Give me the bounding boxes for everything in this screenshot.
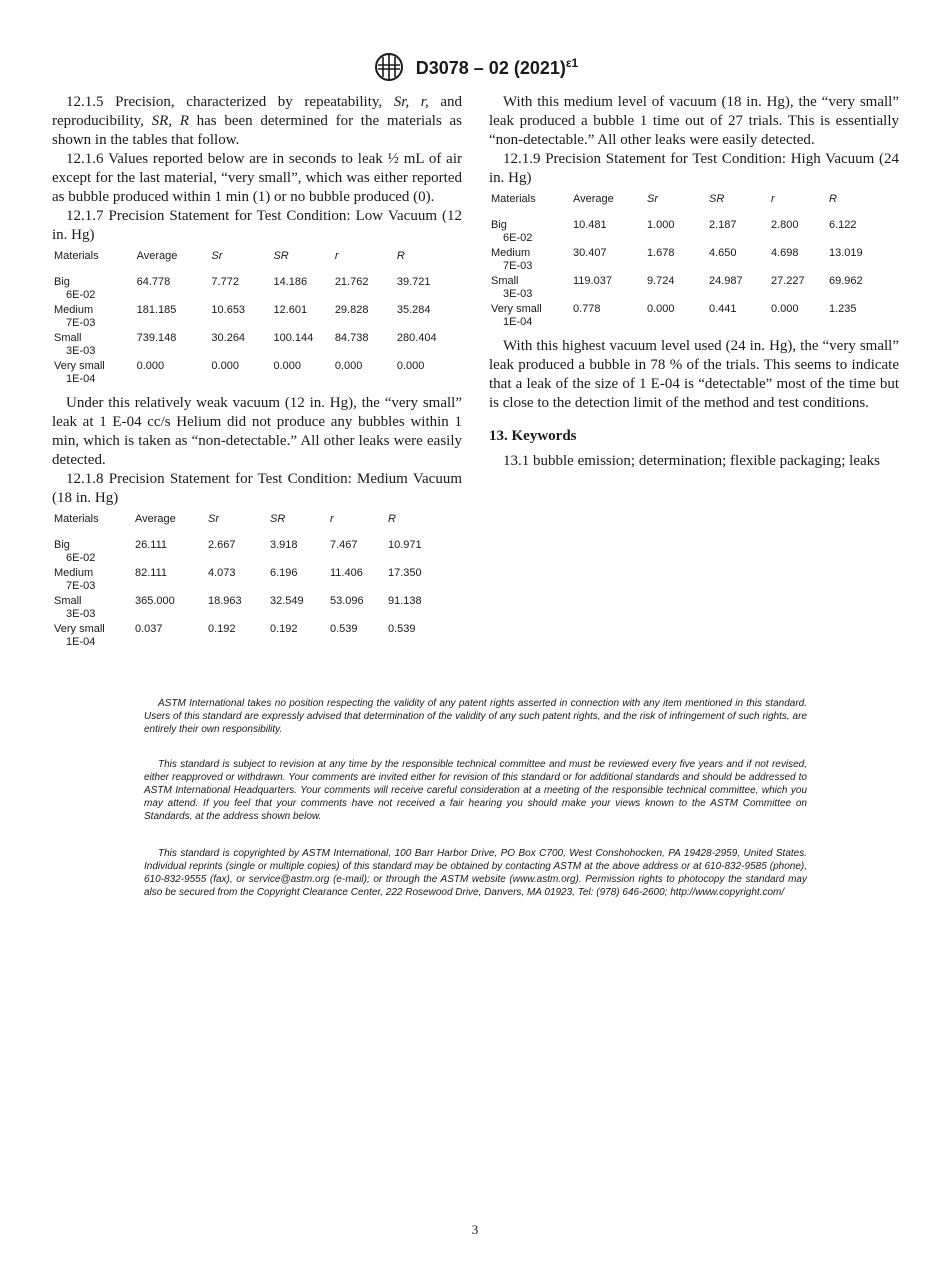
value-cell: 0.000 — [396, 360, 425, 372]
value-cell: 0.192 — [270, 623, 298, 635]
value-cell: 181.185 — [136, 304, 177, 316]
value-cell: 26.111 — [135, 539, 168, 551]
value-cell: 0.037 — [135, 623, 163, 635]
paragraph-12-1-9: 12.1.9 Precision Statement for Test Condition: High Vacuum (24 in. Hg) — [489, 151, 899, 186]
value-cell: 11.406 — [330, 567, 363, 579]
table-row — [489, 303, 885, 331]
paragraph-13-1: 13.1 bubble emission; determination; flexible packaging; leaks — [503, 453, 880, 469]
value-cell: 0.000 — [647, 303, 675, 315]
value-cell: 739.148 — [136, 332, 177, 344]
value-cell: 53.096 — [330, 595, 364, 607]
column-header: Average — [573, 193, 614, 205]
low-vacuum-table — [52, 250, 462, 388]
table-header-row — [52, 250, 462, 276]
value-cell: 64.778 — [136, 276, 171, 288]
column-header: Sr — [208, 513, 219, 525]
column-header: r — [330, 513, 334, 525]
copyright-notice-text: This standard is copyrighted by ASTM International, 100 Barr Harbor Drive, PO Box C700, West Conshohocken, PA 19428-2959, United States. Individual reprints (single or multiple copies) of this standard may be obtained by contacting ASTM at the above address or at 610-832-9585 (phone), 610-832-9555 (fax), or service@astm.org (e-mail); or through the ASTM website (www.astm.org). Permission rights to photocopy the standard may also be secured from the Copyright Clearance Center, 222 Rosewood Drive, Danvers, MA 01923, Tel: (978) 646-2600; http://www.copyright.com/ — [144, 848, 807, 898]
column-header: Sr — [647, 193, 658, 205]
material-cell: Small 3E-03 — [491, 275, 533, 300]
value-cell: 119.037 — [573, 275, 612, 287]
value-cell: 1.678 — [647, 247, 675, 259]
value-cell: 91.138 — [388, 595, 422, 607]
column-header: Average — [136, 250, 178, 262]
value-cell: 4.650 — [709, 247, 737, 259]
value-cell: 17.350 — [388, 567, 422, 579]
value-cell: 18.963 — [208, 595, 242, 607]
value-cell: 100.144 — [273, 332, 314, 344]
value-cell: 0.539 — [330, 623, 358, 635]
revision-notice-text: This standard is subject to revision at any time by the responsible technical committee and must be reviewed every five years and if not revised, either reapproved or withdrawn. Your comments are invited either for revision of this standard or for additional standards and should be addressed to ASTM International Headquarters. Your comments will receive careful consideration at a meeting of the responsible technical committee, which you may attend. If you feel that your comments have not received a fair hearing you should make your views known to the ASTM Committee on Standards, at the address shown below. — [144, 759, 807, 822]
material-cell: Big 6E-02 — [491, 219, 533, 244]
value-cell: 30.407 — [573, 247, 607, 259]
table-row — [52, 539, 444, 567]
value-cell: 35.284 — [396, 304, 431, 316]
column-header: Average — [135, 513, 176, 525]
value-cell: 0.000 — [273, 360, 301, 372]
value-cell: 3.918 — [270, 539, 298, 551]
paragraph-12-1-5: 12.1.5 Precision, characterized by repeatability, Sr, r, and reproducibility, SR, R has been determined for the materials as shown in the tables that follow. — [52, 94, 462, 148]
value-cell: 39.721 — [396, 276, 431, 288]
paragraph-low-vacuum-note: Under this relatively weak vacuum (12 in. Hg), the “very small” leak at 1 E-04 cc/s Helium did not produce any bubbles within 1 min, which is taken as “non-detectable.” All other leaks were easily detected. — [52, 395, 462, 468]
right-column — [489, 93, 899, 471]
revision-notice — [144, 758, 807, 823]
value-cell: 32.549 — [270, 595, 304, 607]
value-cell: 0.000 — [211, 360, 239, 372]
value-cell: 27.227 — [771, 275, 805, 287]
value-cell: 10.971 — [388, 539, 422, 551]
document-designation: D3078 – 02 $(2021)^{\varepsilon 1}$ — [415, 55, 579, 78]
column-header: Materials — [54, 250, 99, 262]
material-cell: Medium 7E-03 — [54, 567, 96, 592]
section-heading-keywords: 13. Keywords — [489, 428, 577, 444]
value-cell: 14.186 — [273, 276, 308, 288]
value-cell: 9.724 — [647, 275, 675, 287]
value-cell: 13.019 — [829, 247, 863, 259]
value-cell: 6.122 — [829, 219, 857, 231]
material-cell: Very small 1E-04 — [54, 623, 105, 648]
material-cell: Big 6E-02 — [54, 539, 96, 564]
value-cell: 4.073 — [208, 567, 236, 579]
value-cell: 24.987 — [709, 275, 743, 287]
patent-notice — [144, 697, 807, 736]
value-cell: 0.000 — [771, 303, 799, 315]
column-header: Sr — [211, 250, 223, 262]
paragraph-12-1-8: 12.1.8 Precision Statement for Test Condition: Medium Vacuum (18 in. Hg) — [52, 471, 462, 506]
astm-logo-icon — [372, 52, 406, 82]
table-row — [52, 332, 462, 360]
value-cell: 21.762 — [334, 276, 369, 288]
value-cell: 7.467 — [330, 539, 358, 551]
material-cell: Very small 1E-04 — [54, 360, 105, 385]
column-header: SR — [709, 193, 725, 205]
value-cell: 2.667 — [208, 539, 236, 551]
value-cell: 30.264 — [211, 332, 246, 344]
column-header: R — [388, 513, 396, 525]
paragraph-high-vacuum-note: With this highest vacuum level used (24 in. Hg), the “very small” leak produced a bubble in 78 % of the trials. This seems to indicate that a leak of the size of 1 E-04 is “detectable” most of the time but is close to the detection limit of the method and test conditions. — [489, 338, 899, 411]
column-header: SR — [270, 513, 286, 525]
value-cell: 0.441 — [709, 303, 737, 315]
table-row — [52, 567, 444, 595]
value-cell: 6.196 — [270, 567, 298, 579]
material-cell: Medium 7E-03 — [491, 247, 533, 272]
paragraph-12-1-7: 12.1.7 Precision Statement for Test Condition: Low Vacuum (12 in. Hg) — [52, 208, 462, 243]
value-cell: 1.000 — [647, 219, 675, 231]
column-header: Materials — [491, 193, 536, 205]
paragraph-medium-vacuum-note: With this medium level of vacuum (18 in. Hg), the “very small” leak produced a bubble 1 time out of 27 trials. This is essentially “non-detectable.” All other leaks were easily detected. — [489, 94, 899, 148]
value-cell: 12.601 — [273, 304, 308, 316]
table-header-row — [52, 513, 444, 539]
value-cell: 0.539 — [388, 623, 416, 635]
value-cell: 365.000 — [135, 595, 175, 607]
column-header: R — [396, 250, 405, 262]
medium-vacuum-table — [52, 513, 444, 651]
column-header: Materials — [54, 513, 99, 525]
value-cell: 280.404 — [396, 332, 437, 344]
paragraph-12-1-6: 12.1.6 Values reported below are in seconds to leak ½ mL of air except for the last material, “very small”, which was either reported as bubble produced within 1 min (1) or no bubble produced (0). — [52, 151, 462, 205]
copyright-notice — [144, 847, 807, 899]
column-header: SR — [273, 250, 289, 262]
high-vacuum-table — [489, 193, 885, 331]
value-cell: 84.738 — [334, 332, 369, 344]
value-cell: 4.698 — [771, 247, 799, 259]
table-row — [489, 219, 885, 247]
value-cell: 82.111 — [135, 567, 168, 579]
column-header: r — [771, 193, 775, 205]
value-cell: 10.481 — [573, 219, 607, 231]
table-row — [489, 275, 885, 303]
table-row — [489, 247, 885, 275]
value-cell: 7.772 — [211, 276, 239, 288]
value-cell: 1.235 — [829, 303, 857, 315]
table-row — [52, 276, 462, 304]
column-header: r — [334, 250, 339, 262]
left-column — [52, 93, 462, 657]
table-row — [52, 623, 444, 651]
value-cell: 10.653 — [211, 304, 246, 316]
epsilon-superscript: ε1 — [565, 55, 579, 70]
material-cell: Very small 1E-04 — [491, 303, 542, 328]
column-header: R — [829, 193, 837, 205]
table-row — [52, 360, 462, 388]
value-cell: 0.778 — [573, 303, 601, 315]
material-cell: Big 6E-02 — [54, 276, 96, 301]
value-cell: 2.187 — [709, 219, 737, 231]
material-cell: Medium 7E-03 — [54, 304, 96, 329]
value-cell: 2.800 — [771, 219, 799, 231]
value-cell: 69.962 — [829, 275, 863, 287]
value-cell: 0.000 — [334, 360, 363, 372]
material-cell: Small 3E-03 — [54, 332, 96, 357]
table-row — [52, 595, 444, 623]
material-cell: Small 3E-03 — [54, 595, 96, 620]
document-header — [0, 52, 950, 82]
value-cell: 0.192 — [208, 623, 236, 635]
table-header-row — [489, 193, 885, 219]
value-cell: 29.828 — [334, 304, 369, 316]
patent-notice-text: ASTM International takes no position respecting the validity of any patent rights asserted in connection with any item mentioned in this standard. Users of this standard are expressly advised that determination of the validity of any such patent rights, and the risk of infringement of such rights, are entirely their own responsibility. — [144, 698, 807, 735]
table-row — [52, 304, 462, 332]
page-number: 3 — [471, 1222, 479, 1237]
value-cell: 0.000 — [136, 360, 165, 372]
